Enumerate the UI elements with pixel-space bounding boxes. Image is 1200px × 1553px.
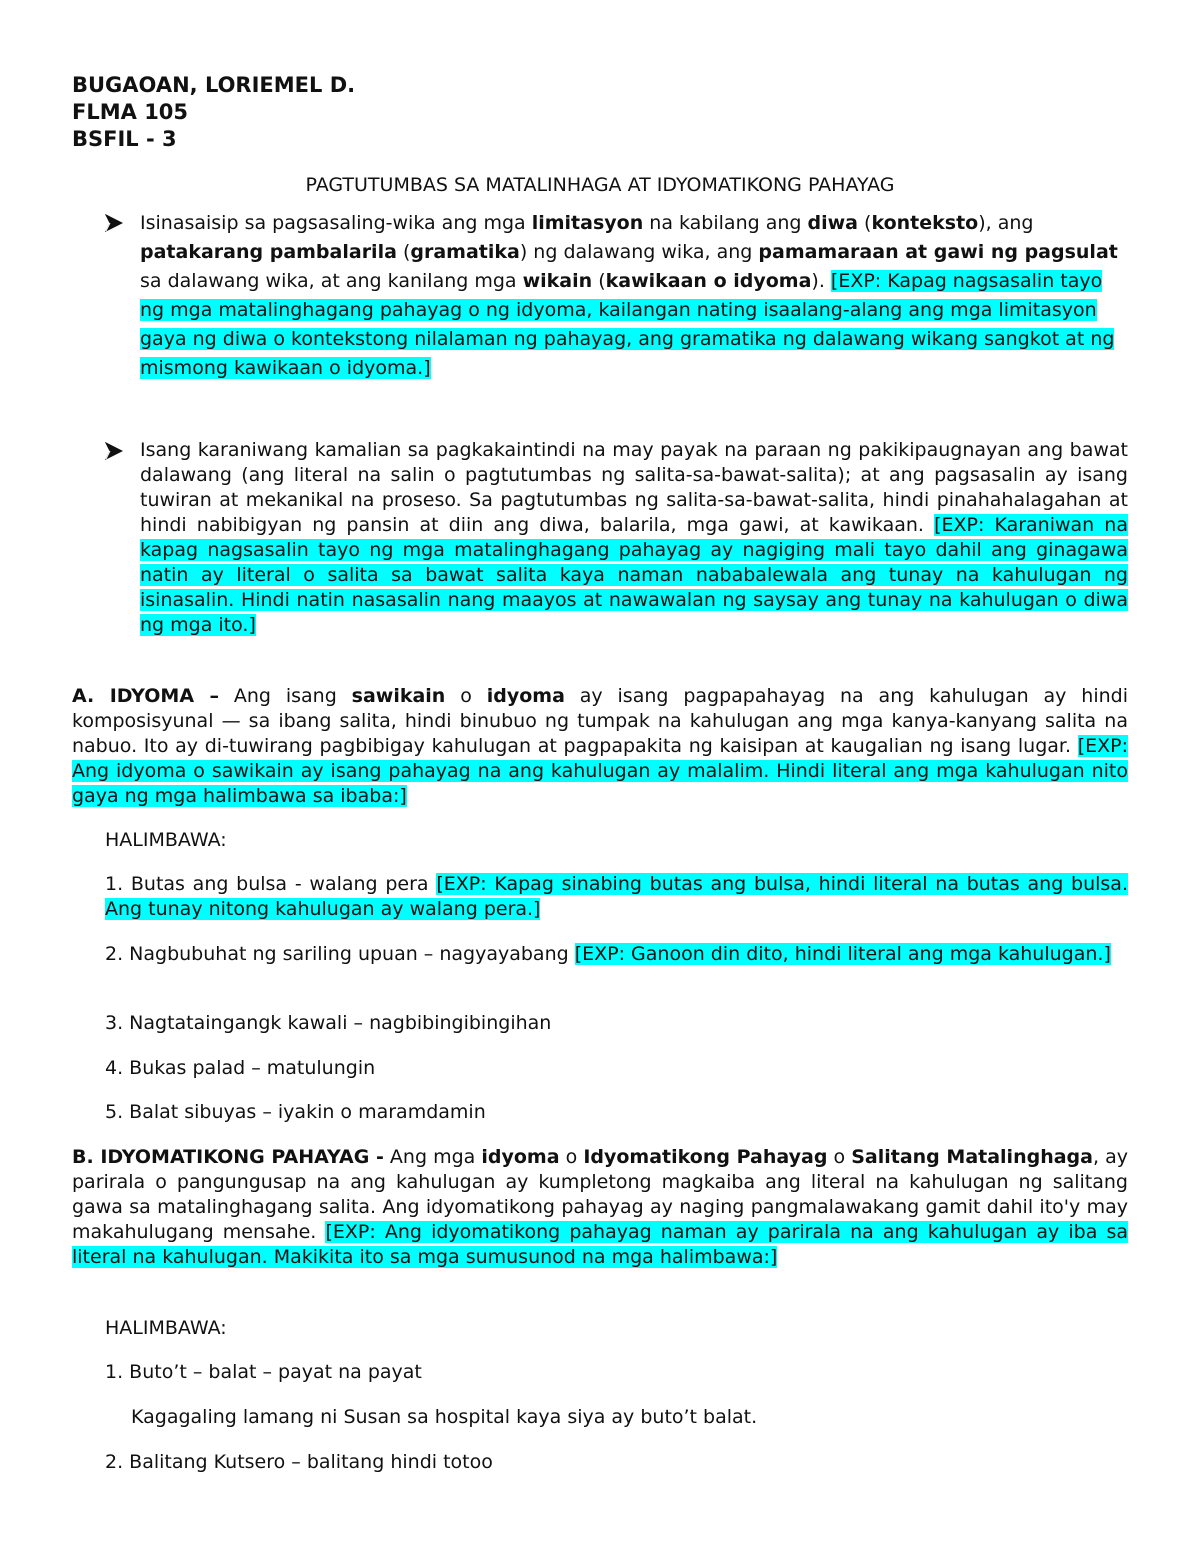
example-item: 5. Balat sibuyas – iyakin o maramdamin	[105, 1101, 486, 1123]
explanation-highlight: [EXP: Kapag sinabing butas ang bulsa, hindi literal na butas ang bulsa. Ang tunay nitong kahulugan ay walang pera.]	[105, 873, 1128, 920]
student-name: BUGAOAN, LORIEMEL D.	[72, 73, 356, 97]
document-title: PAGTUTUMBAS SA MATALINHAGA AT IDYOMATIKONG PAHAYAG	[305, 174, 895, 196]
halimbawa-label: HALIMBAWA:	[105, 829, 227, 851]
explanation-highlight: [EXP: Karaniwan na kapag nagsasalin tayo ng mga matalinghagang pahayag ay nagiging mali tayo dahil ang ginagawa natin ay literal o salita sa bawat salita kaya naman nababalewala ang tunay na kahulugan ng isinasalin. Hindi natin nasasalin nang maayos at nawawalan ng saysay ang tunay na kahulugan o diwa ng mga ito.]	[140, 514, 1128, 636]
explanation-highlight: [EXP: Kapag nagsasalin tayo ng mga matalinghagang pahayag o ng idyoma, kailangan nating isaalang-alang ang mga limitasyon gaya ng diwa o kontekstong nilalaman ng pahayag, ang gramatika ng dalawang wikang sangkot at ng mismong kawikaan o idyoma.]	[140, 270, 1115, 379]
example-item: 1. Butas ang bulsa - walang pera [EXP: Kapag sinabing butas ang bulsa, hindi literal na butas ang bulsa. Ang tunay nitong kahulugan ay walang pera.]	[105, 873, 1128, 920]
example-item: 2. Balitang Kutsero – balitang hindi totoo	[105, 1451, 493, 1473]
section-b-paragraph: B. IDYOMATIKONG PAHAYAG - Ang mga idyoma o Idyomatikong Pahayag o Salitang Matalinghaga, ay parirala o pangungusap na ang kahulugan ay kumpletong magkaiba ang literal na kahulugan ng salitang gawa sa matalinghagang salita. Ang idyomatikong pahayag ay naging pangmalawakang gamit dahil ito'y may makahulugang mensahe. [EXP: Ang idyomatikong pahayag naman ay parirala na ang kahulugan ay iba sa literal na kahulugan. Makikita ito sa mga sumusunod na mga halimbawa:]	[72, 1146, 1128, 1268]
student-header	[72, 72, 355, 153]
arrow-bullet-icon	[105, 214, 123, 232]
example-item: 1. Buto’t – balat – payat na payat	[105, 1361, 422, 1383]
explanation-highlight: [EXP: Ang idyomatikong pahayag naman ay parirala na ang kahulugan ay iba sa literal na kahulugan. Makikita ito sa mga sumusunod na mga halimbawa:]	[72, 1221, 1128, 1268]
example-item: 2. Nagbubuhat ng sariling upuan – nagyayabang [EXP: Ganoon din dito, hindi literal ang mga kahulugan.]	[105, 943, 1111, 965]
section-a-heading: A. IDYOMA –	[72, 685, 219, 707]
explanation-highlight: [EXP: Ganoon din dito, hindi literal ang mga kahulugan.]	[574, 943, 1111, 965]
bullet-paragraph-2: Isang karaniwang kamalian sa pagkakaintindi na may payak na paraan ng pakikipaugnayan ang bawat dalawang (ang literal na salin o pagtutumbas ng salita-sa-bawat-salita); at ang pagsasalin ay isang tuwiran at mekanikal na proseso. Sa pagtutumbas ng salita-sa-bawat-salita, hindi pinahahalagahan at hindi nabibigyan ng pansin at diin ang diwa, balarila, mga gawi, at kawikaan. [EXP: Karaniwan na kapag nagsasalin tayo ng mga matalinghagang pahayag ay nagiging mali tayo dahil ang ginagawa natin ay literal o salita sa bawat salita kaya naman nababalewala ang tunay na kahulugan ng isinasalin. Hindi natin nasasalin nang maayos at nawawalan ng saysay ang tunay na kahulugan o diwa ng mga ito.]	[140, 439, 1128, 636]
example-sentence: Kagagaling lamang ni Susan sa hospital kaya siya ay buto’t balat.	[131, 1406, 758, 1428]
explanation-highlight: [EXP: Ang idyoma o sawikain ay isang pahayag na ang kahulugan ay malalim. Hindi literal ang mga kahulugan nito gaya ng mga halimbawa sa ibaba:]	[72, 735, 1128, 807]
example-item: 4. Bukas palad – matulungin	[105, 1057, 376, 1079]
example-item: 3. Nagtataingangk kawali – nagbibingibingihan	[105, 1012, 552, 1034]
course-code: FLMA 105	[72, 100, 189, 124]
arrow-bullet-icon	[105, 442, 123, 460]
section-label: BSFIL - 3	[72, 127, 177, 151]
section-b-heading: B. IDYOMATIKONG PAHAYAG -	[72, 1146, 384, 1168]
halimbawa-label: HALIMBAWA:	[105, 1317, 227, 1339]
bullet-paragraph-1: Isinasaisip sa pagsasaling-wika ang mga limitasyon na kabilang ang diwa (konteksto), ang patakarang pambalarila (gramatika) ng dalawang wika, ang pamamaraan at gawi ng pagsulat sa dalawang wika, at ang kanilang mga wikain (kawikaan o idyoma). [EXP: Kapag nagsasalin tayo ng mga matalinghagang pahayag o ng idyoma, kailangan nating isaalang-alang ang mga limitasyon gaya ng diwa o kontekstong nilalaman ng pahayag, ang gramatika ng dalawang wikang sangkot at ng mismong kawikaan o idyoma.]	[140, 212, 1118, 379]
section-a-paragraph: A. IDYOMA – Ang isang sawikain o idyoma ay isang pagpapahayag na ang kahulugan ay hindi komposisyunal — sa ibang salita, hindi binubuo ng tumpak na kahulugan ang mga kanya-kanyang salita na nabuo. Ito ay di-tuwirang pagbibigay kahulugan at pagpapakita ng kaisipan at kaugalian ng isang lugar. [EXP: Ang idyoma o sawikain ay isang pahayag na ang kahulugan ay malalim. Hindi literal ang mga kahulugan nito gaya ng mga halimbawa sa ibaba:]	[72, 685, 1128, 807]
